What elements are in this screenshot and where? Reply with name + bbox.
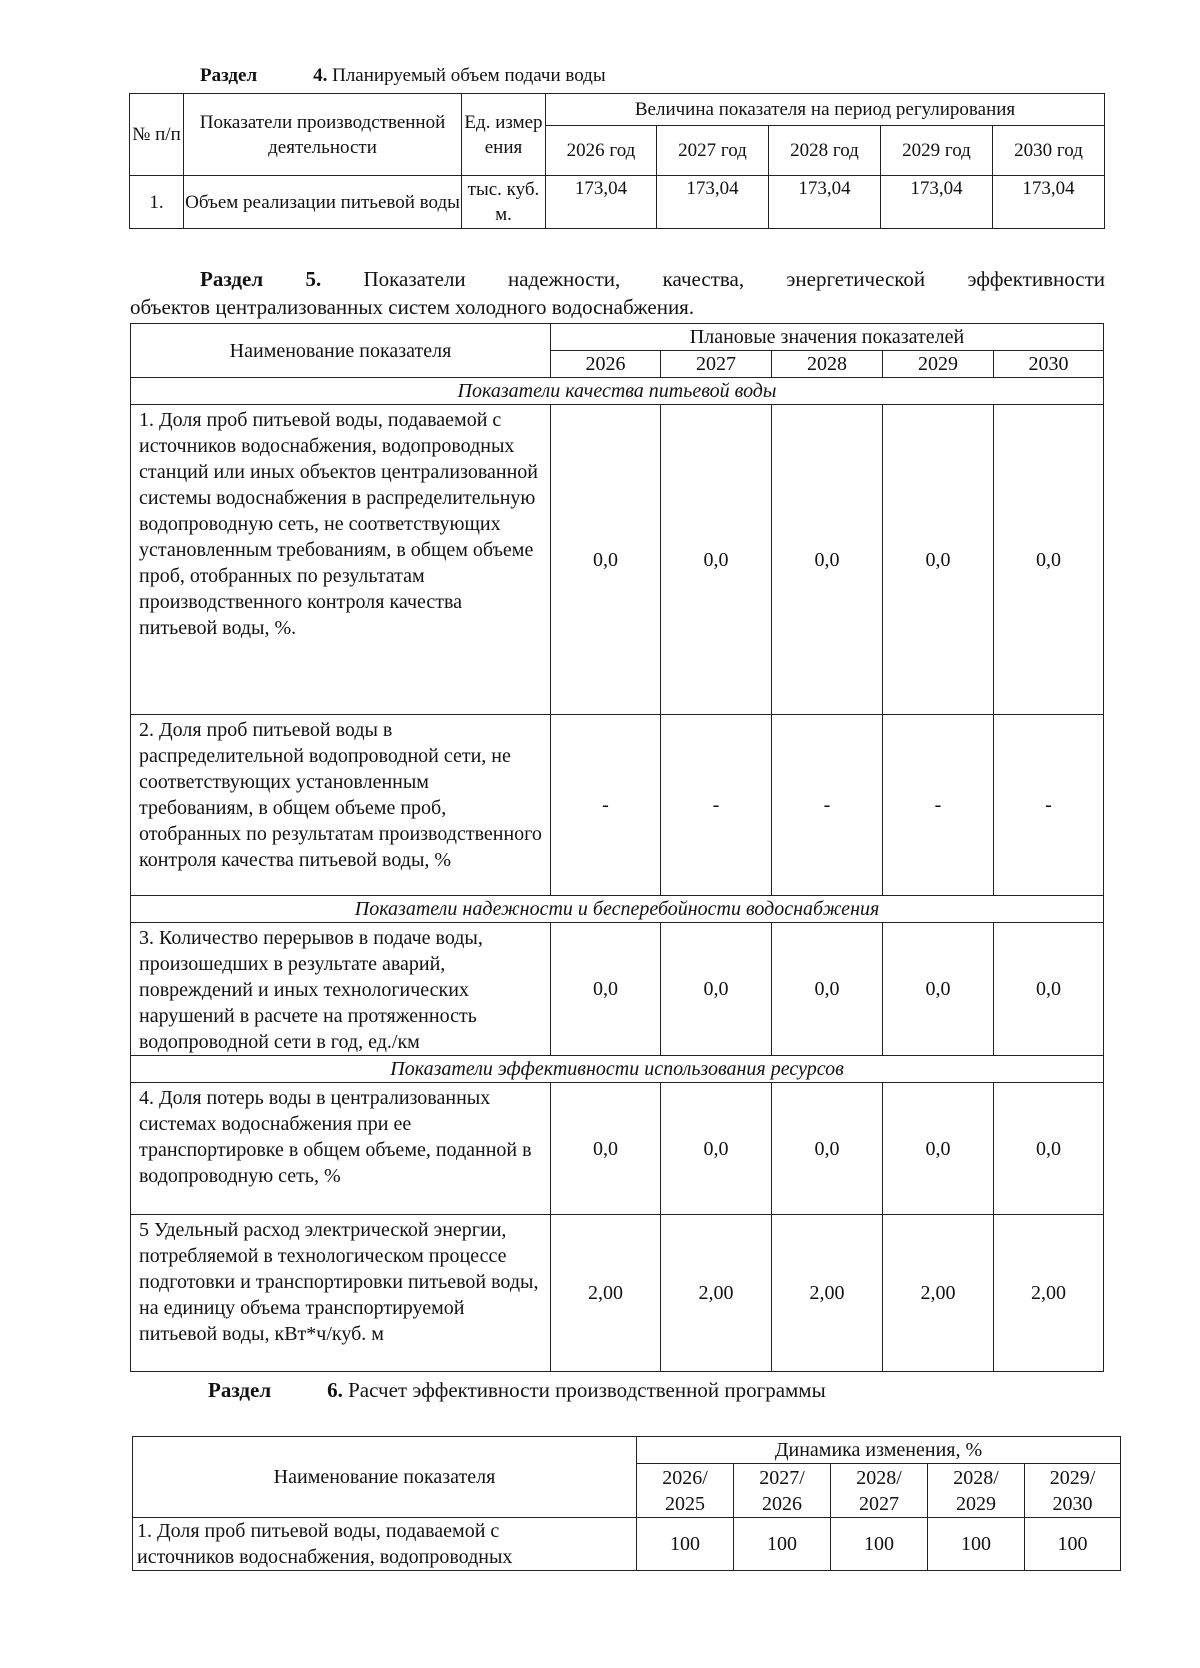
period-line: 2026: [762, 1492, 802, 1515]
row-unit: тыс. куб. м.: [462, 176, 546, 229]
year-header: 2030: [994, 351, 1104, 378]
year-header: 2028: [772, 351, 883, 378]
section6-title: Расчет эффективности производственной программы: [348, 1378, 826, 1402]
section5-title-line1: Показатели надежности, качества, энергетической эффективности: [363, 267, 1105, 291]
year-header: 2028 год: [769, 126, 881, 176]
period-line: 2027/: [759, 1466, 805, 1489]
indicator-value: -: [883, 715, 994, 896]
year-header: 2029: [883, 351, 994, 378]
indicator-name: 2. Доля проб питьевой воды в распределительной водопроводной сети, не соответствующих установленным требованиям, в общем объеме проб, отобранных по результатам производственного контроля качества питьевой воды, %: [131, 715, 551, 896]
period-header: [928, 1464, 1025, 1518]
col-header-dynamics: Динамика изменения, %: [637, 1437, 1121, 1464]
period-line: 2029: [956, 1492, 996, 1515]
row-name: Объем реализации питьевой воды: [184, 176, 462, 229]
indicator-name-line: источников водоснабжения, водопроводных: [137, 1546, 513, 1568]
period-header: [831, 1464, 928, 1518]
year-header: 2026 год: [546, 126, 657, 176]
indicator-value: 0,0: [551, 923, 661, 1056]
indicator-name: 5 Удельный расход электрической энергии, потребляемой в технологическом процессе подготовки и транспортировки питьевой воды, на единицу объема транспортируемой питьевой воды, кВт*ч/куб. м: [131, 1215, 551, 1372]
indicator-value: 0,0: [994, 405, 1104, 715]
year-header: 2029 год: [881, 126, 993, 176]
indicator-value: 2,00: [661, 1215, 772, 1372]
period-line: 2027: [859, 1492, 899, 1515]
section4-table: [129, 93, 1105, 229]
section6-heading: [208, 1378, 826, 1402]
table-row: [133, 1518, 1121, 1571]
year-header: 2027: [661, 351, 772, 378]
section6-number: 6.: [327, 1378, 343, 1402]
indicator-value: 0,0: [772, 923, 883, 1056]
indicator-value: 0,0: [772, 1083, 883, 1215]
indicator-value: 0,0: [661, 405, 772, 715]
indicator-value: 0,0: [551, 1083, 661, 1215]
dynamics-value: 100: [928, 1518, 1025, 1571]
indicator-value: 0,0: [883, 923, 994, 1056]
indicator-value: 0,0: [661, 1083, 772, 1215]
indicator-value: -: [772, 715, 883, 896]
period-line: 2030: [1052, 1492, 1093, 1515]
indicator-name: 4. Доля потерь воды в централизованных системах водоснабжения при ее транспортировке в общем объеме, поданной в водопроводную сеть, %: [131, 1083, 551, 1215]
section4-number: 4.: [313, 65, 328, 86]
col-header-name: Наименование показателя: [133, 1437, 637, 1518]
period-line: 2028/: [856, 1466, 902, 1489]
indicator-name-line: 1. Доля проб питьевой воды, подаваемой с: [137, 1520, 500, 1542]
row-value: 173,04: [993, 176, 1105, 229]
row-number: 1.: [130, 176, 184, 229]
indicator-name: [133, 1518, 637, 1571]
table-row: [131, 1215, 1104, 1372]
category-reliability: Показатели надежности и бесперебойности водоснабжения: [131, 896, 1104, 923]
year-header: 2027 год: [657, 126, 769, 176]
col-header-indicators: Показатели производственной деятельности: [184, 94, 462, 176]
period-header: [1025, 1464, 1121, 1518]
indicator-value: -: [994, 715, 1104, 896]
section6-word: Раздел: [208, 1378, 272, 1402]
section5-number: 5.: [305, 267, 322, 291]
section6-table: [132, 1436, 1121, 1571]
period-header: [637, 1464, 734, 1518]
indicator-value: 0,0: [551, 405, 661, 715]
col-header-name: Наименование показателя: [131, 324, 551, 378]
section5-title-line2: объектов централизованных систем холодного водоснабжения.: [130, 295, 695, 319]
indicator-value: 2,00: [883, 1215, 994, 1372]
dynamics-value: 100: [637, 1518, 734, 1571]
col-header-value: Величина показателя на период регулирования: [546, 94, 1105, 126]
section5-table: [130, 323, 1104, 1372]
indicator-value: 2,00: [772, 1215, 883, 1372]
col-header-unit: Ед. измер ения: [462, 94, 546, 176]
period-line: 2028/: [953, 1466, 999, 1489]
period-header: [734, 1464, 831, 1518]
table-row: [130, 176, 1105, 229]
indicator-value: 0,0: [883, 1083, 994, 1215]
row-value: 173,04: [881, 176, 993, 229]
col-header-number: № п/п: [130, 94, 184, 176]
table-row: [131, 1083, 1104, 1215]
indicator-name: 3. Количество перерывов в подаче воды, произошедших в результате аварий, повреждений и иных технологических нарушений в расчете на протяженность водопроводной сети в год, ед./км: [131, 923, 551, 1056]
section5-heading-line2: [130, 295, 694, 319]
table-row: [131, 715, 1104, 896]
dynamics-value: 100: [734, 1518, 831, 1571]
period-line: 2029/: [1049, 1466, 1096, 1489]
indicator-value: 2,00: [994, 1215, 1104, 1372]
period-line: 2026/: [662, 1466, 708, 1489]
year-header: 2030 год: [993, 126, 1105, 176]
section4-title: Планируемый объем подачи воды: [332, 65, 606, 86]
indicator-name: 1. Доля проб питьевой воды, подаваемой с источников водоснабжения, водопроводных станций или иных объектов централизованной системы водоснабжения в распределительную водопроводную сеть, не соответствующих установленным требованиям, в общем объеме проб, отобранных по результатам производственного контроля качества питьевой воды, %.: [131, 405, 551, 715]
table-row: [131, 405, 1104, 715]
indicator-value: 0,0: [772, 405, 883, 715]
section5-word: Раздел: [200, 267, 264, 291]
indicator-value: -: [661, 715, 772, 896]
indicator-value: 0,0: [994, 1083, 1104, 1215]
section4-word: Раздел: [200, 65, 258, 86]
table-row: [131, 923, 1104, 1056]
row-value: 173,04: [769, 176, 881, 229]
row-value: 173,04: [657, 176, 769, 229]
indicator-value: 0,0: [883, 405, 994, 715]
year-header: 2026: [551, 351, 661, 378]
category-quality: Показатели качества питьевой воды: [131, 378, 1104, 405]
indicator-value: -: [551, 715, 661, 896]
indicator-value: 0,0: [994, 923, 1104, 1056]
section4-heading: [200, 64, 606, 88]
dynamics-value: 100: [1025, 1518, 1121, 1571]
category-efficiency: Показатели эффективности использования ресурсов: [131, 1056, 1104, 1083]
indicator-value: 2,00: [551, 1215, 661, 1372]
row-value: 173,04: [546, 176, 657, 229]
indicator-value: 0,0: [661, 923, 772, 1056]
dynamics-value: 100: [831, 1518, 928, 1571]
section5-heading: [200, 267, 1105, 291]
col-header-planned: Плановые значения показателей: [551, 324, 1104, 351]
period-line: 2025: [665, 1492, 705, 1515]
